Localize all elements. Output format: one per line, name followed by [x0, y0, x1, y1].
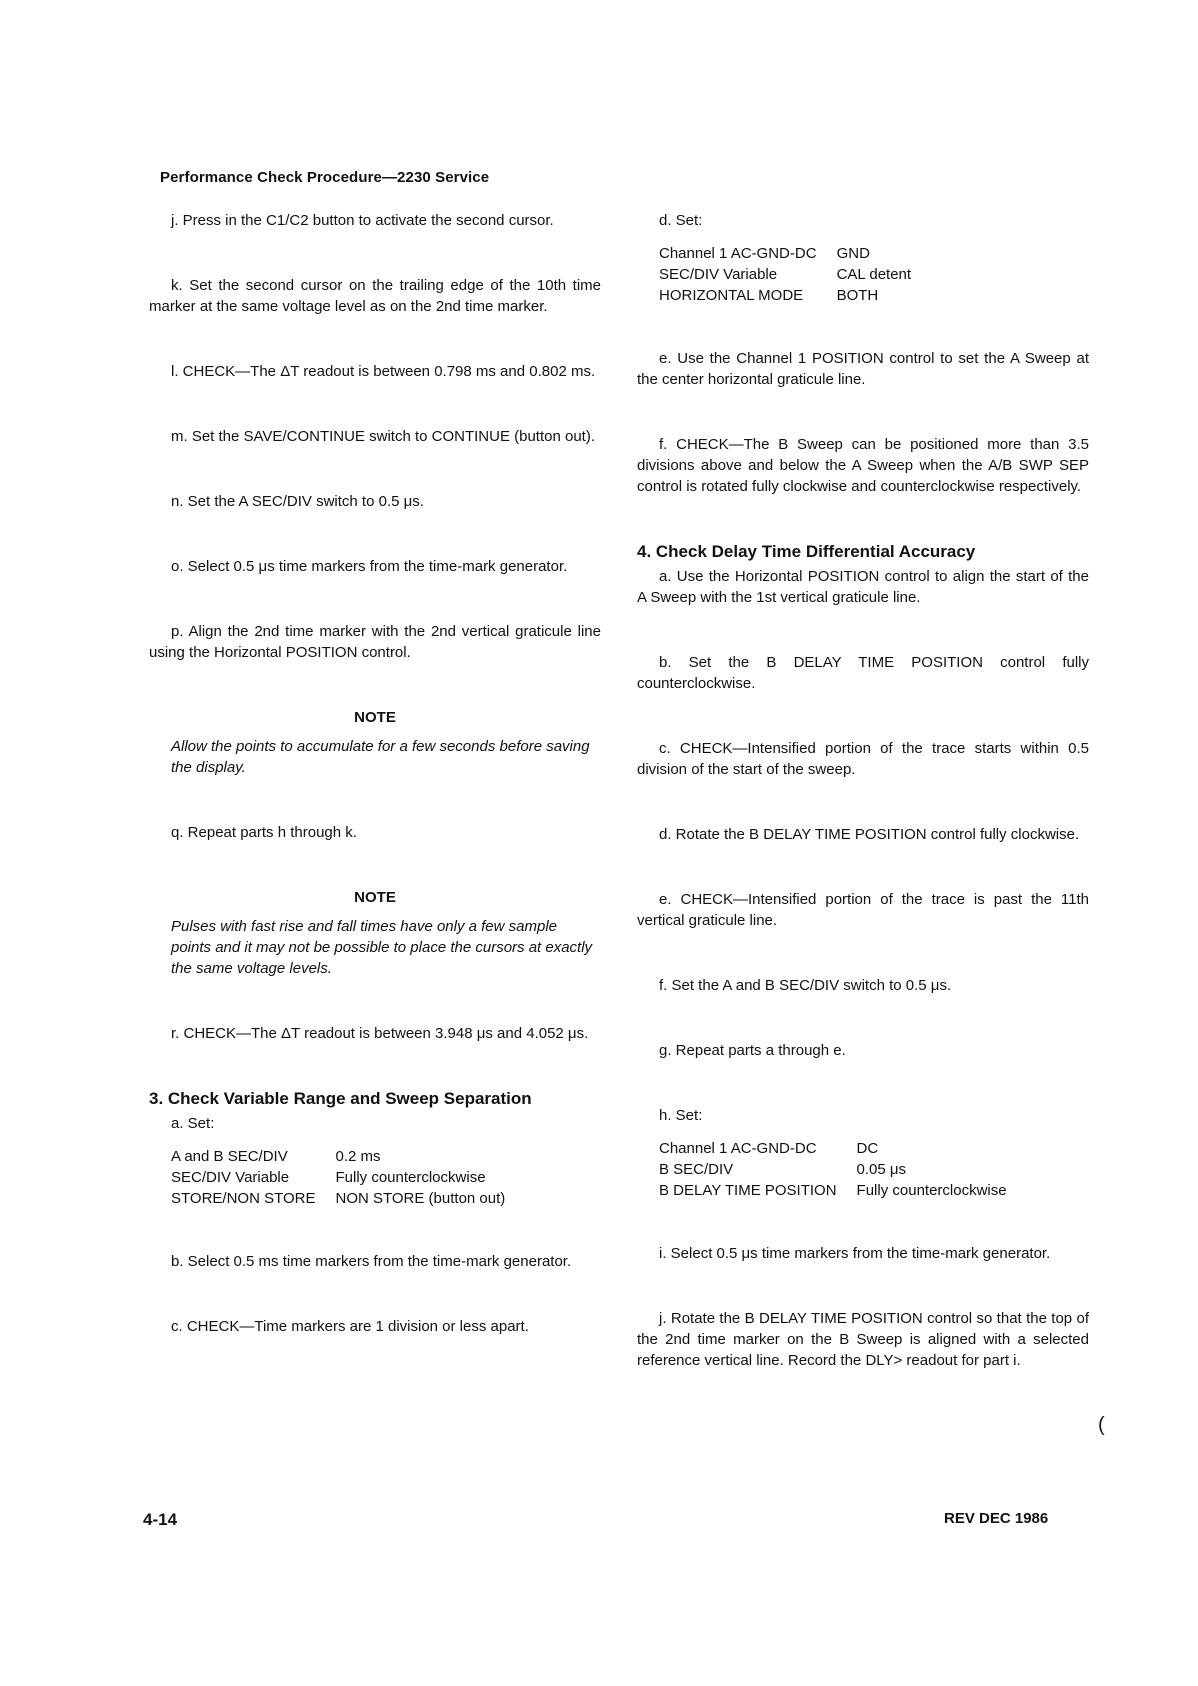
- revision-label: REV DEC 1986: [944, 1510, 1049, 1527]
- step-4d: d. Rotate the B DELAY TIME POSITION control fully clockwise.: [659, 826, 1080, 843]
- step-f: f. CHECK—The B Sweep can be positioned more than 3.5 divisions above and below the A Sweep when the A/B SWP SEP control is rotated fully clockwise and counterclockwise respectively.: [637, 436, 1089, 495]
- settings-row: HORIZONTAL MODE BOTH: [659, 287, 879, 304]
- note-text: Pulses with fast rise and fall times have only a few sample points and it may not be possible to place the cursors at exactly the same voltage levels.: [171, 918, 593, 977]
- step-3a: a. Set:: [171, 1115, 215, 1132]
- step-4a: a. Use the Horizontal POSITION control to align the start of the A Sweep with the 1st vertical graticule line.: [637, 568, 1089, 606]
- settings-row: B SEC/DIV 0.05 μs: [659, 1161, 907, 1178]
- section-4-title: 4. Check Delay Time Differential Accuracy: [637, 542, 976, 561]
- settings-row: SEC/DIV Variable CAL detent: [659, 266, 912, 283]
- step-3c: c. CHECK—Time markers are 1 division or less apart.: [171, 1318, 529, 1335]
- step-e: e. Use the Channel 1 POSITION control to set the A Sweep at the center horizontal graticule line.: [637, 350, 1089, 388]
- step-4c: c. CHECK—Intensified portion of the trace starts within 0.5 division of the start of the sweep.: [637, 740, 1089, 778]
- step-d: d. Set:: [659, 212, 703, 229]
- settings-row: Channel 1 AC-GND-DC DC: [659, 1140, 879, 1157]
- step-j: j. Press in the C1/C2 button to activate the second cursor.: [171, 212, 554, 229]
- settings-row: STORE/NON STORE NON STORE (button out): [171, 1190, 506, 1207]
- page-header: Performance Check Procedure—2230 Service: [160, 169, 490, 186]
- step-3b: b. Select 0.5 ms time markers from the time-mark generator.: [171, 1253, 572, 1270]
- step-q: q. Repeat parts h through k.: [171, 824, 357, 841]
- settings-row: B DELAY TIME POSITION Fully counterclockwise: [659, 1182, 1007, 1199]
- section-3-title: 3. Check Variable Range and Sweep Separation: [149, 1089, 532, 1108]
- settings-table-d: [659, 243, 911, 306]
- step-4g: g. Repeat parts a through e.: [659, 1042, 846, 1059]
- settings-row: Channel 1 AC-GND-DC GND: [659, 245, 870, 262]
- step-4e: e. CHECK—Intensified portion of the trace is past the 11th vertical graticule line.: [637, 891, 1089, 929]
- step-m: m. Set the SAVE/CONTINUE switch to CONTINUE (button out).: [171, 428, 596, 445]
- settings-table-3a: [171, 1146, 505, 1209]
- note-label: NOTE: [354, 889, 396, 906]
- right-column: [637, 210, 1089, 1415]
- step-4j: j. Rotate the B DELAY TIME POSITION control so that the top of the 2nd time marker on the B Sweep is aligned with a selected reference vertical line. Record the DLY> readout for part i.: [637, 1310, 1089, 1369]
- step-4f: f. Set the A and B SEC/DIV switch to 0.5 μs.: [659, 977, 952, 994]
- step-4i: i. Select 0.5 μs time markers from the time-mark generator.: [659, 1245, 1051, 1262]
- step-o: o. Select 0.5 μs time markers from the time-mark generator.: [171, 558, 568, 575]
- step-n: n. Set the A SEC/DIV switch to 0.5 μs.: [171, 493, 424, 510]
- settings-table-4h: [659, 1138, 1007, 1201]
- change-bar-mark: (: [1098, 1414, 1105, 1436]
- step-r: r. CHECK—The ΔT readout is between 3.948 μs and 4.052 μs.: [171, 1025, 589, 1042]
- note-text: Allow the points to accumulate for a few seconds before saving the display.: [171, 738, 590, 776]
- note-label: NOTE: [354, 709, 396, 726]
- step-l: l. CHECK—The ΔT readout is between 0.798 ms and 0.802 ms.: [171, 363, 596, 380]
- step-4b: b. Set the B DELAY TIME POSITION control fully counterclockwise.: [637, 654, 1089, 692]
- settings-row: A and B SEC/DIV 0.2 ms: [171, 1148, 381, 1165]
- step-4h: h. Set:: [659, 1107, 703, 1124]
- step-p: p. Align the 2nd time marker with the 2nd vertical graticule line using the Horizontal POSITION control.: [149, 623, 601, 661]
- page-number: 4-14: [143, 1510, 178, 1529]
- left-column: [149, 210, 601, 1381]
- settings-row: SEC/DIV Variable Fully counterclockwise: [171, 1169, 486, 1186]
- step-k: k. Set the second cursor on the trailing edge of the 10th time marker at the same voltage level as on the 2nd time marker.: [149, 277, 601, 315]
